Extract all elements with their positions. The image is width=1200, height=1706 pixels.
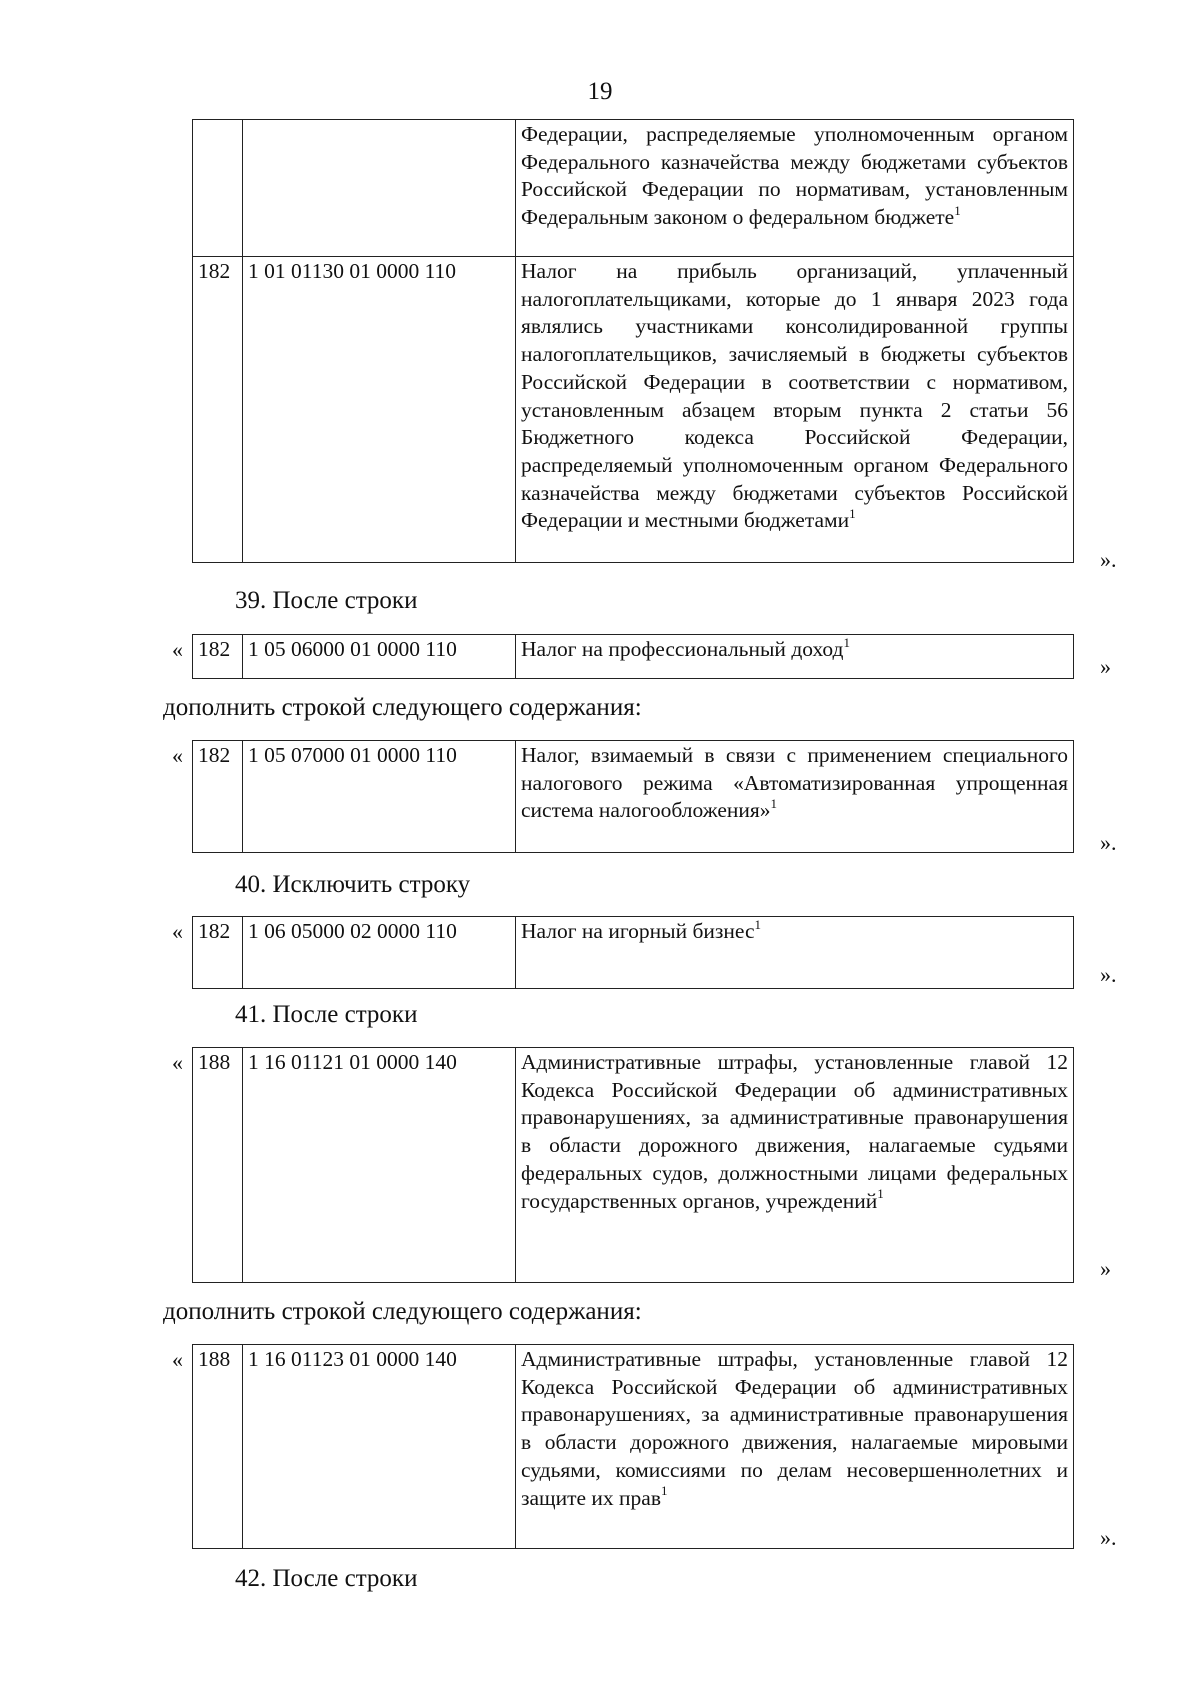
budget-table-row (192, 740, 1074, 853)
budget-table-row (192, 916, 1074, 989)
table-cell-kbk: 1 16 01121 01 0000 140 (243, 1048, 516, 1283)
closing-quote: ». (1100, 547, 1117, 572)
paragraph-39: 39. После строки (235, 587, 418, 614)
budget-table-row (192, 634, 1074, 679)
table-cell-kbk: 1 16 01123 01 0000 140 (243, 1345, 516, 1549)
table-cell-kbk: 1 06 05000 02 0000 110 (243, 917, 516, 989)
opening-quote: « (172, 1050, 183, 1075)
table-cell-admin-code: 188 (193, 1345, 243, 1549)
table-cell-description (516, 635, 1074, 679)
footnote-ref: 1 (849, 506, 856, 522)
footnote-ref: 1 (877, 1186, 884, 1202)
table-cell-admin-code: 182 (193, 257, 243, 563)
table-row (193, 1048, 1074, 1283)
description-text: Налог на профессиональный доход (521, 637, 844, 661)
description-text: Налог на прибыль организаций, уплаченный налогоплательщиками, которые до 1 января 2023 года являлись участниками консолидированной группы налогоплательщиков, зачисляемый в бюджеты субъектов Российской Федерации в соответствии с нормативом, установленным абзацем вторым пункта 2 статьи 56 Бюджетного кодекса Российской Федерации, распределяемый уполномоченным органом Федерального казначейства между бюджетами субъектов Российской Федерации и местными бюджетами (521, 259, 1068, 533)
page-number: 19 (587, 78, 613, 105)
opening-quote: « (172, 919, 183, 944)
table-cell-description (516, 1345, 1074, 1549)
table-cell-admin-code: 182 (193, 917, 243, 989)
table-row (193, 741, 1074, 853)
description-text: Налог, взимаемый в связи с применением специального налогового режима «Автоматизированная упрощенная система налогообложения» (521, 743, 1068, 823)
budget-table-continued (192, 119, 1074, 563)
description-text: Налог на игорный бизнес (521, 919, 755, 943)
table-cell-kbk: 1 01 01130 01 0000 110 (243, 257, 516, 563)
opening-quote: « (172, 743, 183, 768)
closing-quote: ». (1100, 830, 1117, 855)
footnote-ref: 1 (843, 634, 850, 650)
table-cell-kbk (243, 120, 516, 257)
table-cell-kbk: 1 05 06000 01 0000 110 (243, 635, 516, 679)
table-cell-admin-code: 182 (193, 635, 243, 679)
footnote-ref: 1 (661, 1483, 668, 1499)
table-row (193, 257, 1074, 563)
closing-quote: » (1100, 1256, 1111, 1281)
table-cell-admin-code (193, 120, 243, 257)
budget-table-row (192, 1047, 1074, 1283)
table-row (193, 1345, 1074, 1549)
description-text: Федерации, распределяемые уполномоченным органом Федерального казначейства между бюджетами субъектов Российской Федерации по нормативам, установленным Федеральным законом о федеральном бюджете (521, 122, 1068, 230)
table-cell-description (516, 917, 1074, 989)
description-text: Административные штрафы, установленные главой 12 Кодекса Российской Федерации об административных правонарушениях, за административные правонарушения в области дорожного движения, налагаемые мировыми судьями, комиссиями по делам несовершеннолетних и защите их прав (521, 1347, 1068, 1510)
paragraph-add-row: дополнить строкой следующего содержания: (163, 1298, 642, 1325)
table-cell-description (516, 257, 1074, 563)
paragraph-42: 42. После строки (235, 1565, 418, 1592)
table-cell-description (516, 741, 1074, 853)
opening-quote: « (172, 637, 183, 662)
table-cell-description (516, 1048, 1074, 1283)
closing-quote: ». (1100, 1525, 1117, 1550)
opening-quote: « (172, 1347, 183, 1372)
paragraph-add-row: дополнить строкой следующего содержания: (163, 694, 642, 721)
closing-quote: » (1100, 654, 1111, 679)
budget-table-row (192, 1344, 1074, 1549)
description-text: Административные штрафы, установленные главой 12 Кодекса Российской Федерации об административных правонарушениях, за административные правонарушения в области дорожного движения, налагаемые судьями федеральных судов, должностными лицами федеральных государственных органов, учреждений (521, 1050, 1068, 1213)
table-cell-admin-code: 182 (193, 741, 243, 853)
table-cell-kbk: 1 05 07000 01 0000 110 (243, 741, 516, 853)
paragraph-41: 41. После строки (235, 1001, 418, 1028)
footnote-ref: 1 (954, 202, 961, 218)
table-cell-admin-code: 188 (193, 1048, 243, 1283)
table-cell-description (516, 120, 1074, 257)
footnote-ref: 1 (754, 916, 762, 932)
footnote-ref: 1 (770, 796, 778, 812)
paragraph-40: 40. Исключить строку (235, 871, 471, 898)
table-row (193, 917, 1074, 989)
table-row (193, 635, 1074, 679)
table-row (193, 120, 1074, 257)
closing-quote: ». (1100, 962, 1117, 987)
